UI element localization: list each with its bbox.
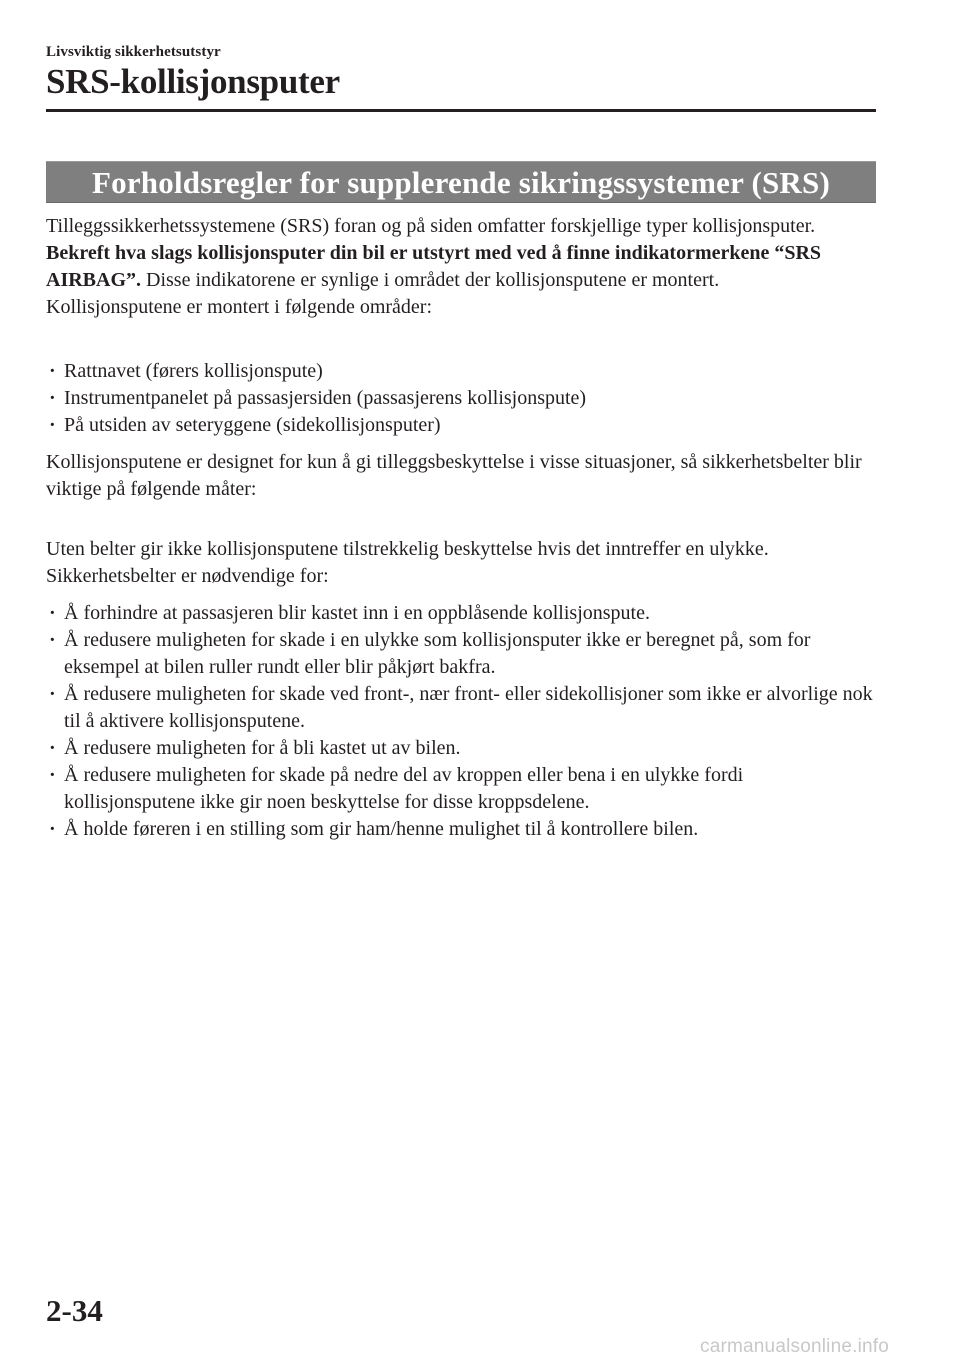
section-title: Forholdsregler for supplerende sikringssystemer (SRS): [46, 161, 876, 203]
locations-intro: Kollisjonsputene er montert i følgende områder:: [46, 296, 433, 318]
airbag-locations-list: [46, 358, 876, 439]
chapter-title: SRS-kollisjonsputer: [46, 62, 340, 101]
page-number: 2-34: [46, 1293, 103, 1328]
spacer: [46, 321, 876, 348]
intro-paragraph: [46, 213, 876, 294]
intro-text-2: Disse indikatorene er synlige i området der kollisjonsputene er montert.: [141, 269, 720, 291]
intro-text-1: Tilleggssikkerhetssystemene (SRS) foran og på siden omfatter forskjellige typer kollisjonsputer.: [46, 215, 816, 237]
list-item: · Å redusere muligheten for skade på nedre del av kroppen eller bena i en ulykke fordi kollisjonsputene ikke gir noen beskyttelse for disse kroppsdelene.: [46, 762, 876, 816]
body-text: [46, 213, 876, 843]
list-item: · På utsiden av seteryggene (sidekollisjonsputer): [46, 412, 876, 439]
spacer: [46, 590, 876, 600]
spacer: [46, 348, 876, 358]
spacer: [46, 439, 876, 449]
list-item: · Instrumentpanelet på passasjersiden (passasjerens kollisjonspute): [46, 385, 876, 412]
without-belts-paragraph: Uten belter gir ikke kollisjonsputene tilstrekkelig beskyttelse hvis det inntreffer en ulykke. Sikkerhetsbelter er nødvendige for:: [46, 538, 769, 587]
belt-reasons-list: [46, 600, 876, 843]
list-item: · Å redusere muligheten for skade ved front-, nær front- eller sidekollisjoner som ikke er alvorlige nok til å aktivere kollisjonsputene.: [46, 681, 876, 735]
header-divider: [46, 109, 876, 112]
list-item: · Å redusere muligheten for skade i en ulykke som kollisjonsputer ikke er beregnet på, som for eksempel at bilen ruller rundt eller blir påkjørt bakfra.: [46, 627, 876, 681]
list-item: · Å forhindre at passasjeren blir kastet inn i en oppblåsende kollisjonspute.: [46, 600, 876, 627]
list-item: · Rattnavet (førers kollisjonspute): [46, 358, 876, 385]
watermark: carmanualsonline.info: [700, 1336, 890, 1357]
intro-bold-text: Bekreft hva slags kollisjonsputer din bil er utstyrt med ved å finne indikatormerkene “SRS AIRBAG”.: [46, 242, 822, 291]
list-item: · Å redusere muligheten for å bli kastet ut av bilen.: [46, 735, 876, 762]
list-item: · Å holde føreren i en stilling som gir ham/henne mulighet til å kontrollere bilen.: [46, 816, 876, 843]
spacer: [46, 503, 876, 530]
belts-paragraph: Kollisjonsputene er designet for kun å gi tilleggsbeskyttelse i visse situasjoner, så sikkerhetsbelter blir viktige på følgende måter:: [46, 451, 862, 500]
chapter-label: Livsviktig sikkerhetsutstyr: [46, 44, 221, 60]
